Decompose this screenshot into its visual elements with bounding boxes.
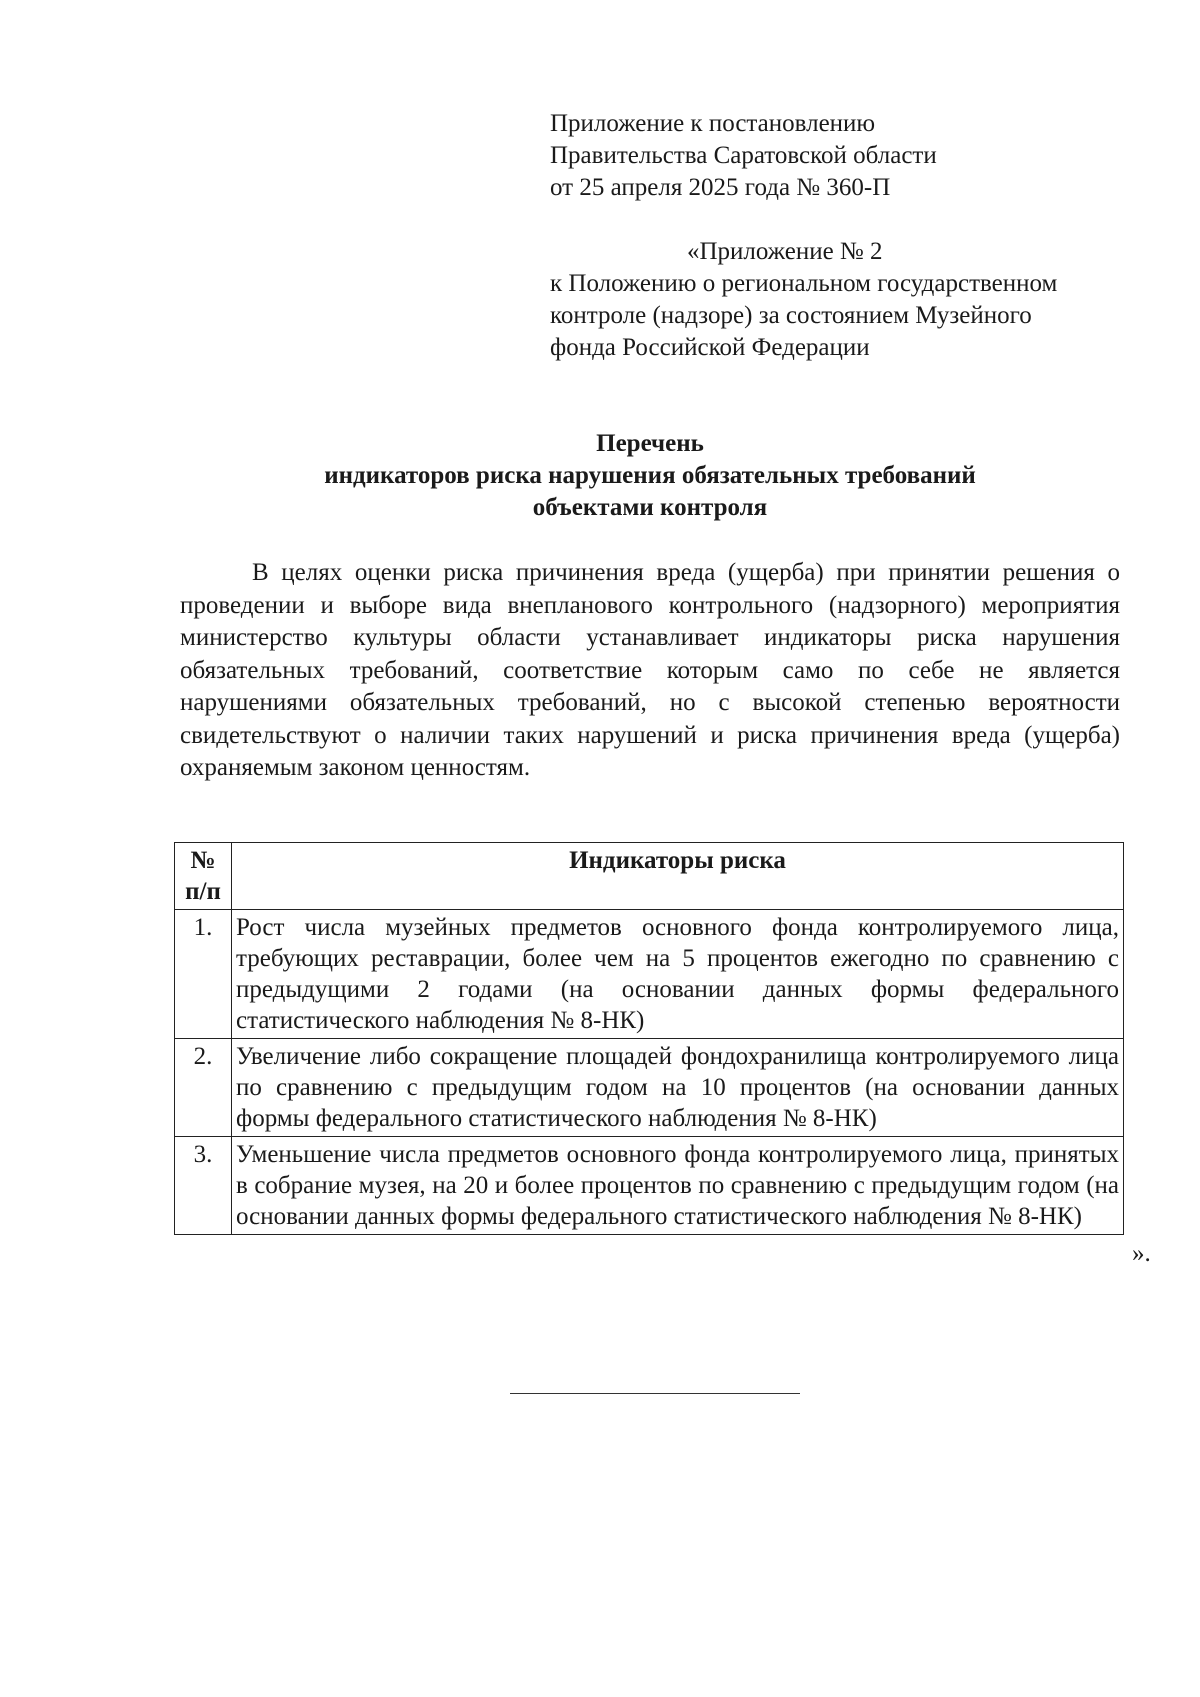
header-line-3: от 25 апреля 2025 года № 360-П: [550, 174, 891, 201]
document-title: [175, 428, 1125, 524]
closing-quote: ».: [1132, 1240, 1151, 1267]
row-num: 2.: [175, 1039, 232, 1137]
header-indicator: Индикаторы риска: [232, 843, 1124, 910]
row-num: 1.: [175, 910, 232, 1039]
table-row: [175, 910, 1124, 1039]
header-line-2: Правительства Саратовской области: [550, 142, 937, 169]
appendix-line-1: «Приложение № 2: [687, 238, 883, 265]
risk-indicators-table: [174, 842, 1124, 1235]
title-line-3: объектами контроля: [532, 494, 768, 521]
appendix-line-2: к Положению о региональном государственном: [550, 270, 1058, 297]
row-text: Увеличение либо сокращение площадей фондохранилища контролируемого лица по сравнению с предыдущим годом на 10 процентов (на основании данных формы федерального статистического наблюдения № 8-НК): [232, 1039, 1124, 1137]
row-text: Рост числа музейных предметов основного фонда контролируемого лица, требующих реставрации, более чем на 5 процентов ежегодно по сравнению с предыдущими 2 годами (на основании данных формы федерального статистического наблюдения № 8-НК): [232, 910, 1124, 1039]
title-line-2: индикаторов риска нарушения обязательных требований: [324, 462, 976, 489]
table-header-row: [175, 843, 1124, 910]
appendix-line-3: контроле (надзоре) за состоянием Музейного: [550, 302, 1032, 329]
appendix-line-4: фонда Российской Федерации: [550, 334, 870, 361]
row-num: 3.: [175, 1137, 232, 1235]
header-num: № п/п: [175, 843, 232, 910]
title-line-1: Перечень: [596, 430, 704, 457]
resolution-header: [550, 108, 1150, 204]
table-row: [175, 1137, 1124, 1235]
end-divider: [510, 1393, 800, 1394]
header-line-1: Приложение к постановлению: [550, 110, 876, 137]
intro-paragraph: В целях оценки риска причинения вреда (ущерба) при принятии решения о проведении и выборе вида внепланового контрольного (надзорного) мероприятия министерство культуры области устанавливает индикаторы риска нарушения обязательных требований, соответствие которым само по себе не является нарушениями обязательных требований, но с высокой степенью вероятности свидетельствуют о наличии таких нарушений и риска причинения вреда (ущерба) охраняемым законом ценностям.: [180, 559, 1120, 781]
appendix-reference: [550, 236, 1150, 364]
row-text: Уменьшение числа предметов основного фонда контролируемого лица, принятых в собрание музея, на 20 и более процентов по сравнению с предыдущим годом (на основании данных формы федерального статистического наблюдения № 8-НК): [232, 1137, 1124, 1235]
table-row: [175, 1039, 1124, 1137]
